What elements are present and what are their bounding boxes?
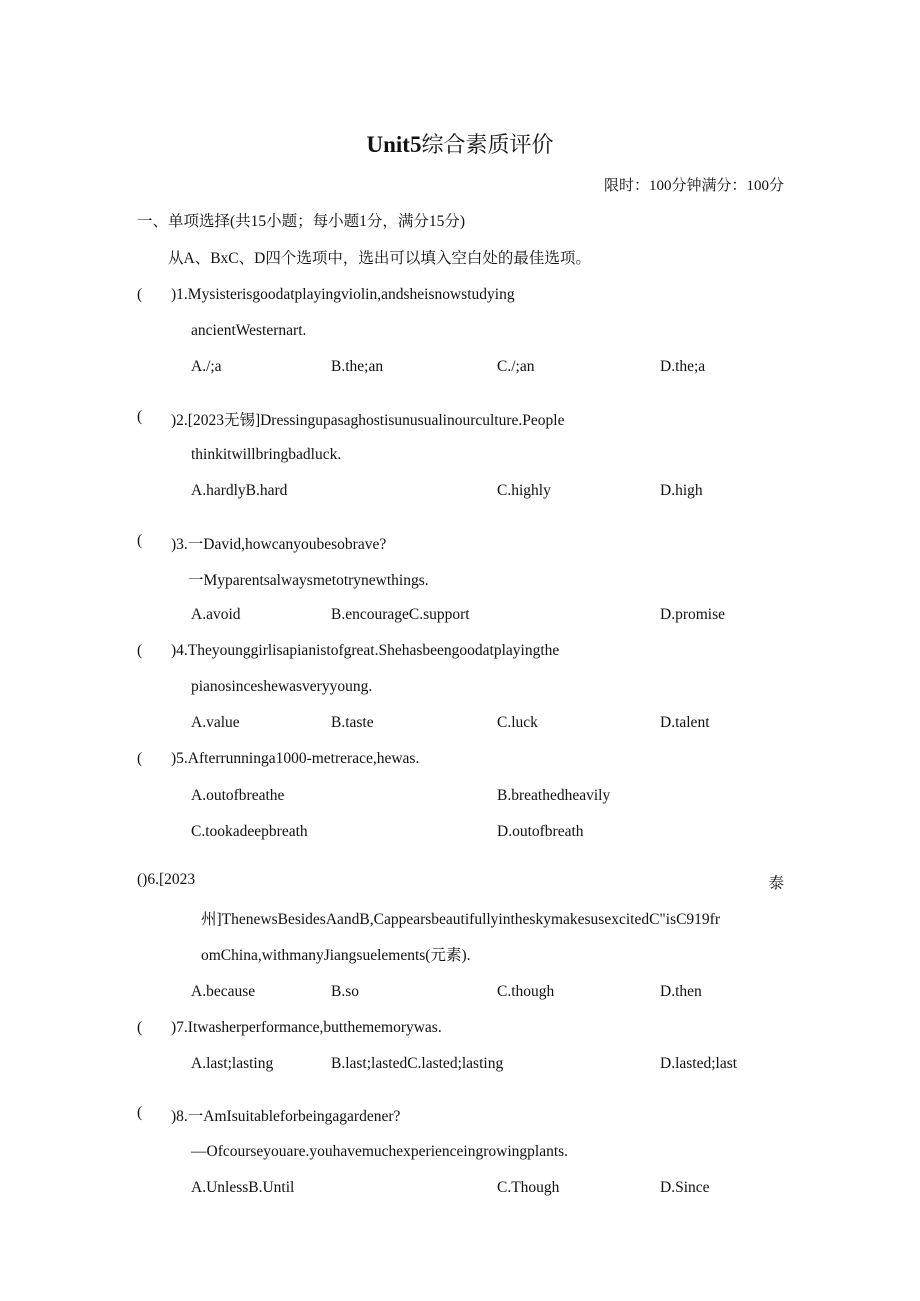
question-1-option-a: A./;a: [191, 358, 222, 375]
question-5-option-a: A.outofbreathe: [191, 787, 285, 804]
question-6-stem-cont-2: omChina,withmanyJiangsuelements(元素).: [201, 947, 471, 964]
question-4-option-b: B.taste: [331, 714, 374, 731]
time-score-limit: 限时：100分钟满分：100分: [603, 178, 784, 194]
question-1-stem-cont: ancientWesternart.: [191, 322, 307, 339]
question-2-option-c: C.highly: [497, 482, 551, 499]
question-8-option-c: C.Though: [497, 1179, 560, 1196]
question-3-stem-cont: 一Myparentsalwaysmetotrynewthings.: [188, 572, 429, 589]
question-6-option-a: A.because: [191, 983, 256, 1000]
question-8-stem-cont: —Ofcourseyouare.youhavemuchexperienceingrowingplants.: [191, 1143, 569, 1160]
question-3-option-bc: B.encourageC.support: [331, 606, 470, 623]
question-3-option-a: A.avoid: [191, 606, 241, 623]
question-1-option-c: C./;an: [497, 358, 535, 375]
question-4-stem: )4.Theyounggirlisapianistofgreat.Shehasbeengoodatplayingthe: [171, 642, 560, 659]
section-instruction: 从A、BxC、D四个选项中，选出可以填入空白处的最佳选项。: [168, 250, 591, 267]
question-2-option-ab: A.hardlyB.hard: [191, 482, 288, 499]
question-6-city: 泰: [768, 875, 784, 892]
question-8-stem: )8.一AmIsuitableforbeingagardener?: [171, 1108, 401, 1125]
question-5-option-c: C.tookadeepbreath: [191, 823, 308, 840]
question-5-option-d: D.outofbreath: [497, 823, 584, 840]
question-2-stem: )2.[2023无锡]Dressingupasaghostisunusualinourculture.People: [171, 412, 565, 429]
question-6-stem: ()6.[2023: [137, 871, 196, 888]
title-subtitle: 综合素质评价: [421, 132, 554, 157]
answer-paren-3: (: [137, 532, 143, 549]
section-heading: 一、单项选择(共15小题；每小题1分，满分15分): [137, 213, 466, 230]
question-4-option-d: D.talent: [660, 714, 710, 731]
question-2-stem-cont: thinkitwillbringbadluck.: [191, 446, 342, 463]
question-1-option-d: D.the;a: [660, 358, 706, 375]
answer-paren-5: (: [137, 750, 143, 767]
question-6-option-c: C.though: [497, 983, 555, 1000]
answer-paren-8: (: [137, 1104, 143, 1121]
question-7-option-bc: B.last;lastedC.lasted;lasting: [331, 1055, 504, 1072]
answer-paren-2: (: [137, 408, 143, 425]
question-6-option-d: D.then: [660, 983, 702, 1000]
question-1-stem: )1.Mysisterisgoodatplayingviolin,andsheisnowstudying: [171, 286, 515, 303]
question-7-stem: )7.Itwasherperformance,butthememorywas.: [171, 1019, 442, 1036]
question-4-stem-cont: pianosinceshewasveryyoung.: [191, 678, 373, 695]
question-7-option-a: A.last;lasting: [191, 1055, 274, 1072]
title-unit: Unit5: [366, 132, 422, 157]
question-3-option-d: D.promise: [660, 606, 726, 623]
question-2-option-d: D.high: [660, 482, 703, 499]
question-5-option-b: B.breathedheavily: [497, 787, 611, 804]
question-8-option-d: D.Since: [660, 1179, 710, 1196]
question-4-option-c: C.luck: [497, 714, 538, 731]
question-6-option-b: B.so: [331, 983, 359, 1000]
question-1-option-b: B.the;an: [331, 358, 384, 375]
question-4-option-a: A.value: [191, 714, 240, 731]
answer-paren-1: (: [137, 286, 143, 303]
question-3-stem: )3.一David,howcanyoubesobrave?: [171, 536, 387, 553]
answer-paren-4: (: [137, 642, 143, 659]
question-7-option-d: D.lasted;last: [660, 1055, 738, 1072]
question-6-stem-cont: 州]ThenewsBesidesAandB,CappearsbeautifullyintheskymakesusexcitedC"isC919fr: [201, 911, 721, 928]
question-5-stem: )5.Afterrunninga1000-metrerace,hewas.: [171, 750, 420, 767]
page-title: [0, 128, 920, 159]
question-8-option-ab: A.UnlessB.Until: [191, 1179, 295, 1196]
answer-paren-7: (: [137, 1019, 143, 1036]
